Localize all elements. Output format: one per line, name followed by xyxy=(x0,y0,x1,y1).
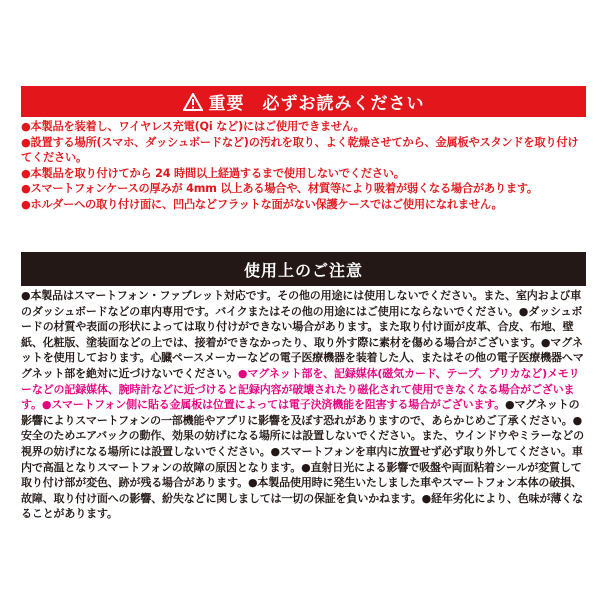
important-banner xyxy=(21,86,586,117)
warning-triangle-icon xyxy=(183,93,203,111)
important-list xyxy=(21,119,586,213)
important-title: 重要 必ずお読みください xyxy=(208,94,425,114)
usage-notes-text xyxy=(21,288,586,522)
usage-notes-title: 使用上のご注意 xyxy=(243,260,363,280)
important-item: ●スマートフォンケースの厚みが 4mm 以上ある場合や、材質等により吸着が弱くなる場合があります。 xyxy=(21,182,538,196)
important-item: ●本製品を装着し、ワイヤレス充電(Qi など)にはご使用できません。 xyxy=(21,120,365,133)
important-item: ●ホルダーへの取り付け面に、凹凸などフラットな面がない保護ケースではご使用になれません。 xyxy=(21,197,503,211)
notes-segment: ●マグネットの影響によりスマートフォンの一部機能やアプリに影響を及ぼす恐れがありますので、あらかじめご了承ください。●安全のためエアバックの動作、効果の妨げになる場所には設置しないでください。また、ウインドウやミラーなどの視界の妨げになる場所には設置しないでください。●スマートフォンを車内に放置せず必ず取り外してください。車内で高温となりスマートフォンの故障の原因となります。●直射日光による影響で吸盤や両面粘着シールが変質して取り付け部が変色、跡が残る場合があります。●本製品使用時に発生いたしました車やスマートフォン本体の破損、故障、取り付け面への影響、紛失などに関しましては一切の保証を負いかねます。●経年劣化により、色味が薄くなることがあります。 xyxy=(21,398,584,521)
important-item: ●本製品を取り付けてから 24 時間以上経過するまで使用しないでください。 xyxy=(21,166,405,180)
usage-notes-banner xyxy=(21,252,586,286)
notes-segment-highlight: ●マグネット部を、記録媒体(磁気カード、テープ、プリカなど)メモリーなどの記録媒体、腕時計などに近づけると記録内容が破壊されたり磁化されて使用できなくなる場合がございます。●スマートフォン側に貼る金属板は位置によっては電子決済機能を阻害する場合がございます。 xyxy=(21,366,580,412)
important-item: ●設置する場所(スマホ、ダッシュボードなど)の汚れを取り、よく乾燥させてから、金属板やスタンドを取り付けてください。 xyxy=(21,135,579,165)
notes-segment: ●本製品はスマートフォン・ファブレット対応です。その他の用途には使用しないでください。また、室内および車のダッシュボードなどの車内専用です。バイクまたはその他の用途にはご使用にならないでください。●ダッシュボードの材質や表面の形状によっては取り付けができない場合があります。また取り付け面が皮革、合皮、布地、壁紙、化粧版、塗装面などの上では、接着ができなかったり、取り外す際に素材を傷める場合がございます。●マグネットを使用しております。心臓ペースメーカーなどの電子医療機器を装着した人、またはその他の電子医療機器へマグネット部を絶対に近づけないでください。 xyxy=(21,289,584,380)
